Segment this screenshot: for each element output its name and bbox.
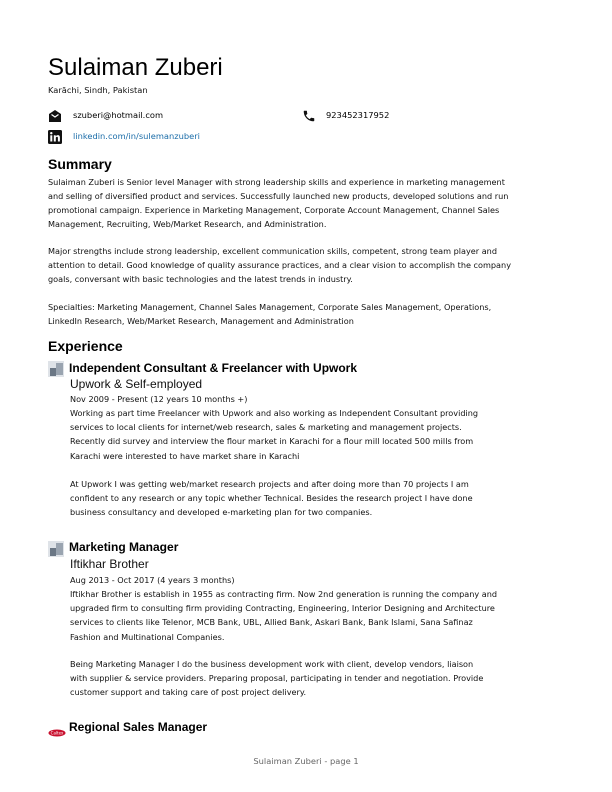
- email-text[interactable]: szuberi@hotmail.com: [73, 110, 164, 120]
- company-name: Upwork & Self-employed: [70, 377, 203, 391]
- job-title: Independent Consultant & Freelancer with Upwork: [69, 361, 358, 375]
- job-description: Being Marketing Manager I do the business development work with client, develop vendors, liaison with supplier & service providers. Preparing proposal, participating in tender and negotiation. Provide customer support and taking care of post project delivery.: [70, 659, 484, 698]
- job-description: At Upwork I was getting web/market research projects and after doing more than 70 projects I am confident to any research or any topic whether Technical. Besides the research project I have done business consultancy and developed e-marketing plan for two companies.: [70, 479, 473, 518]
- candidate-name: Sulaiman Zuberi: [48, 54, 223, 81]
- summary-specialties: Specialties: Marketing Management, Channel Sales Management, Corporate Sales Management, Operations, LinkedIn Research, Web/Market Research, Management and Administration: [48, 302, 492, 326]
- email-icon: [48, 108, 62, 122]
- job-description: Working as part time Freelancer with Upwork and also working as Independent Consultant providing services to local clients for internet/web research, sales & marketing and management projects. Recently did survey and interview the flour market in Karachi for a flour mill located 500 mills from Karachi were interested to have market share in Karachi: [70, 408, 479, 461]
- company-logo-placeholder-icon: [48, 541, 64, 557]
- caltex-logo: [48, 723, 66, 736]
- candidate-location: Karāchi, Sindh, Pakistan: [48, 85, 148, 95]
- job-dates: Nov 2009 - Present (12 years 10 months +): [70, 394, 248, 404]
- summary-paragraph-1: Sulaiman Zuberi is Senior level Manager with strong leadership skills and experience in marketing management and selling of diversified product and services. Successfully launched new products, developed solutions and run promotional campaign. Experience in Marketing Management, Corporate Account Management, Channel Sales Management, Recruiting, Web/Market Research, and Administration.: [48, 177, 509, 229]
- job-description: Iftikhar Brother is establish in 1955 as contracting firm. Now 2nd generation is running the company and upgraded firm to consulting firm providing Contracting, Engineering, Interior Designing and Architecture services to clients like Telenor, MCB Bank, UBL, Allied Bank, Askari Bank, Bank Islami, Sana Safinaz Fashion and Multinational Companies.: [70, 589, 498, 642]
- company-logo-placeholder-icon: [48, 361, 64, 377]
- page-footer: Sulaiman Zuberi - page 1: [253, 756, 359, 766]
- job-title: Marketing Manager: [69, 540, 179, 554]
- linkedin-icon: [48, 129, 62, 143]
- job-title: Regional Sales Manager: [69, 720, 208, 734]
- phone-text[interactable]: 923452317952: [326, 110, 390, 120]
- summary-heading: Summary: [48, 156, 112, 172]
- phone-icon: [302, 108, 316, 122]
- svg-text:Caltex: Caltex: [50, 730, 64, 736]
- company-name: Iftikhar Brother: [70, 557, 149, 571]
- job-dates: Aug 2013 - Oct 2017 (4 years 3 months): [70, 575, 235, 585]
- summary-paragraph-2: Major strengths include strong leadership, excellent communication skills, competent, strong team player and attention to detail. Good knowledge of quality assurance practices, and a clear vision to accomplish the company goals, conversant with basic technologies and the latest trends in industry.: [48, 246, 511, 284]
- linkedin-link[interactable]: linkedin.com/in/sulemanzuberi: [73, 131, 200, 141]
- experience-heading: Experience: [48, 338, 123, 354]
